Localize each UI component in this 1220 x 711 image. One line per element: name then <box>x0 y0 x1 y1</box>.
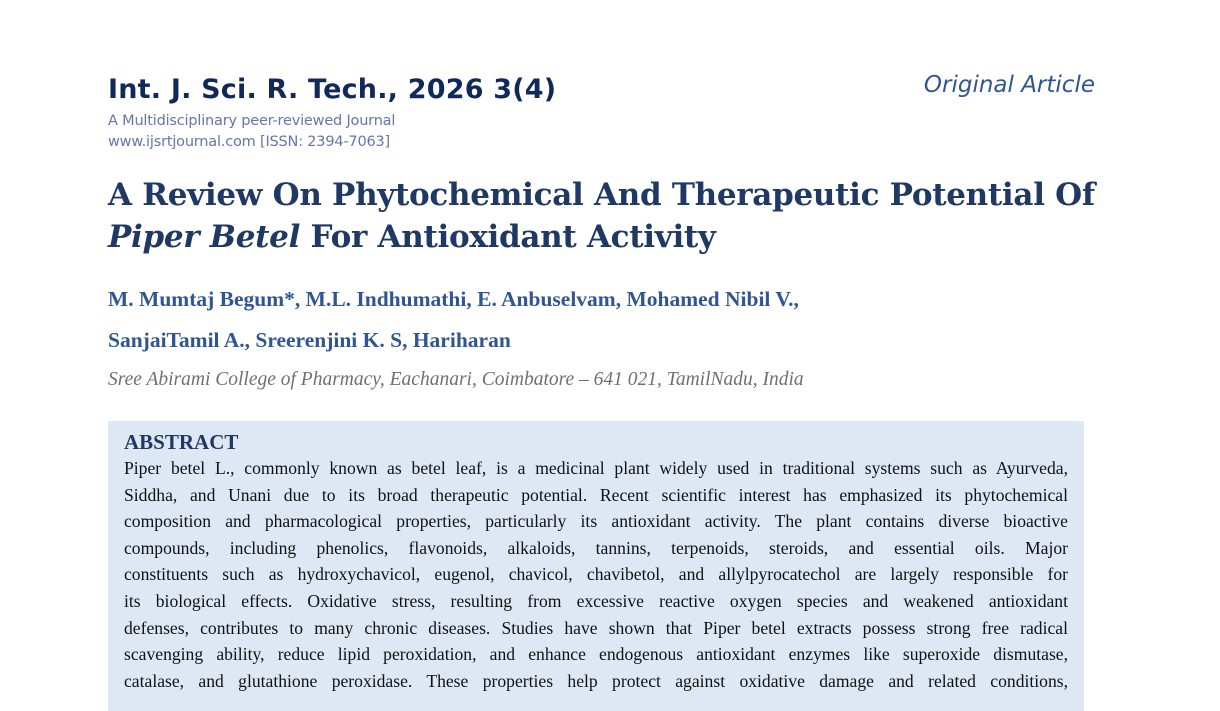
abstract-line: defenses, contributes to many chronic diseases. Studies have shown that Piper betel extracts possess strong free radical <box>124 617 1068 638</box>
abstract-line: Siddha, and Unani due to its broad therapeutic potential. Recent scientific interest has emphasized its phytochemical <box>124 484 1068 505</box>
journal-title: Int. J. Sci. R. Tech., 2026 3(4) <box>108 74 557 105</box>
article-title-line1: A Review On Phytochemical And Therapeutic Potential Of <box>108 177 1095 213</box>
journal-subtitle: A Multidisciplinary peer-reviewed Journal <box>108 113 396 129</box>
abstract-line: composition and pharmacological properties, particularly its antioxidant activity. The plant contains diverse bioactive <box>124 511 1068 532</box>
abstract-heading: ABSTRACT <box>124 430 239 454</box>
authors-line1: M. Mumtaj Begum*, M.L. Indhumathi, E. Anbuselvam, Mohamed Nibil V., <box>108 287 799 311</box>
authors-line2: SanjaiTamil A., Sreerenjini K. S, Hariharan <box>108 328 511 352</box>
article-type: Original Article <box>923 72 1095 98</box>
abstract-line: compounds, including phenolics, flavonoids, alkaloids, tannins, terpenoids, steroids, and essential oils. Major <box>124 537 1068 558</box>
abstract-line: catalase, and glutathione peroxidase. These properties help protect against oxidative damage and related conditions, <box>124 670 1068 691</box>
abstract-line: constituents such as hydroxychavicol, eugenol, chavicol, chavibetol, and allylpyrocatechol are largely responsible for <box>124 564 1068 585</box>
species-name: Piper Betel <box>108 219 301 255</box>
journal-website-issn: www.ijsrtjournal.com [ISSN: 2394-7063] <box>108 134 390 150</box>
abstract-line: scavenging ability, reduce lipid peroxidation, and enhance endogenous antioxidant enzymes like superoxide dismutase, <box>124 644 1068 665</box>
title-rest: For Antioxidant Activity <box>300 219 716 255</box>
abstract-line: its biological effects. Oxidative stress, resulting from excessive reactive oxygen species and weakened antioxidant <box>124 591 1068 611</box>
abstract-line: Piper betel L., commonly known as betel leaf, is a medicinal plant widely used in traditional systems such as Ayurveda, <box>124 458 1068 478</box>
article-title-line2 <box>108 219 716 255</box>
affiliation: Sree Abirami College of Pharmacy, Eachanari, Coimbatore – 641 021, TamilNadu, India <box>108 369 804 390</box>
